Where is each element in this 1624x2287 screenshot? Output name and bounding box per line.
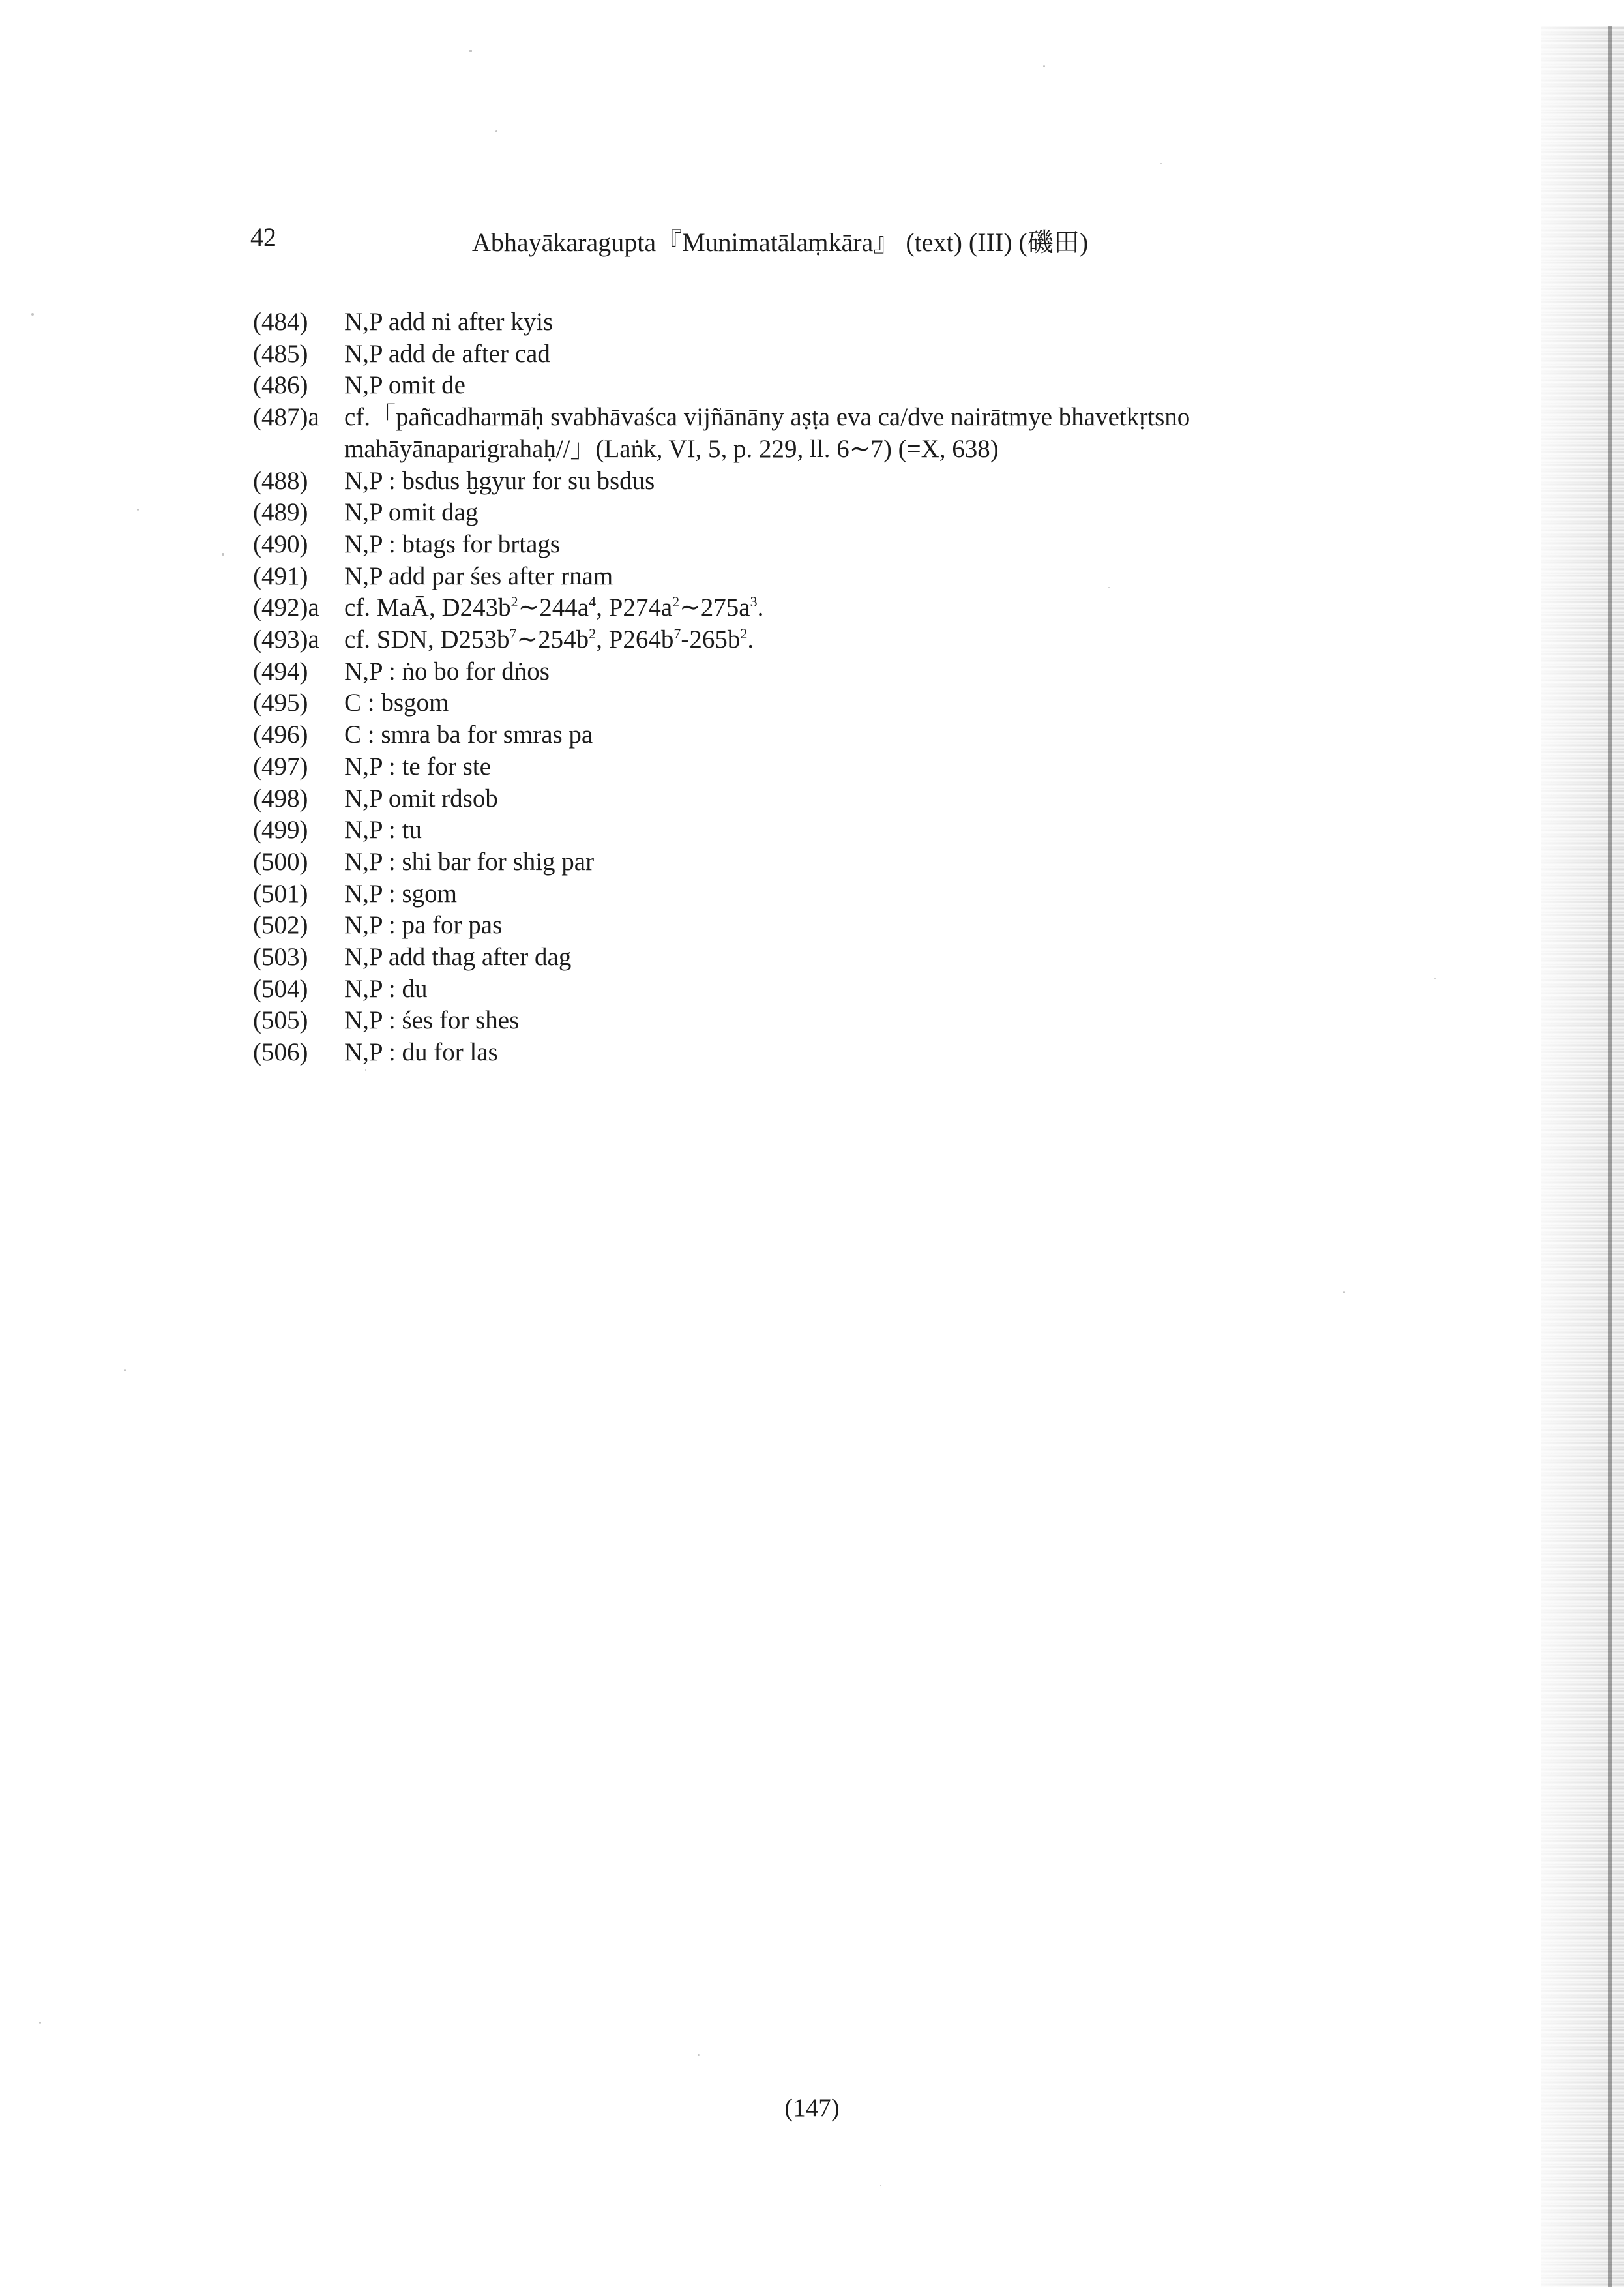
note-text-run: ∼275a [679, 593, 750, 622]
note-item [253, 910, 1387, 942]
note-number: (506) [253, 1038, 308, 1067]
note-number: (501) [253, 879, 308, 908]
note-text-line [344, 1005, 1387, 1037]
note-text-line [344, 402, 1387, 434]
note-text [344, 561, 1387, 593]
note-text [344, 783, 1387, 815]
note-number: (499) [253, 816, 308, 845]
note-text [344, 338, 1387, 370]
note-text-line [344, 783, 1387, 815]
note-text-line [344, 687, 1387, 719]
note-item [253, 687, 1387, 719]
note-text-run: N,P : pa for pas [344, 911, 503, 940]
notes-list [253, 306, 1387, 1069]
note-item [253, 529, 1387, 561]
note-item [253, 942, 1387, 974]
note-text-run: N,P : du for las [344, 1038, 498, 1067]
note-text [344, 529, 1387, 561]
note-text-line [344, 751, 1387, 783]
note-superscript: 3 [750, 593, 758, 610]
note-text-line [344, 370, 1387, 402]
book-spine-edge [1608, 26, 1612, 2287]
scan-speck [698, 2054, 700, 2056]
note-item [253, 751, 1387, 783]
note-text-run: -265b [681, 625, 741, 654]
note-text [344, 942, 1387, 974]
scan-speck [365, 1069, 366, 1071]
note-item [253, 497, 1387, 529]
note-text-line [344, 338, 1387, 370]
note-text-run: mahāyānaparigrahaḥ//」(Laṅk, VI, 5, p. 229, ll. 6∼7) (=X, 638) [344, 434, 999, 463]
note-item [253, 338, 1387, 370]
scan-speck [880, 2185, 881, 2186]
note-text-run: . [747, 625, 754, 654]
note-number: (495) [253, 689, 308, 717]
note-text [344, 370, 1387, 402]
note-text [344, 466, 1387, 498]
note-text-run: N,P omit de [344, 371, 465, 400]
page-footer [0, 2093, 1624, 2123]
note-number: (492)a [253, 593, 319, 622]
note-item [253, 561, 1387, 593]
note-text [344, 846, 1387, 878]
page-header [250, 222, 1176, 261]
note-text-run: N,P omit rdsob [344, 784, 498, 813]
note-text-run: N,P add de after cad [344, 339, 550, 368]
note-text-run: ∼244a [518, 593, 589, 622]
note-item [253, 402, 1387, 465]
note-number: (504) [253, 974, 308, 1003]
note-number: (489) [253, 498, 308, 527]
note-text [344, 1037, 1387, 1069]
note-text-run: N,P : shi bar for shig par [344, 847, 595, 876]
note-text-run: . [757, 593, 764, 622]
note-number: (500) [253, 847, 308, 876]
note-text-line [344, 592, 1387, 624]
note-number: (488) [253, 466, 308, 495]
note-text-line [344, 529, 1387, 561]
scan-speck [124, 1369, 126, 1371]
note-superscript: 4 [589, 593, 597, 610]
note-text-run: N,P : btags for brtags [344, 530, 561, 558]
note-text-line [344, 815, 1387, 846]
note-text [344, 497, 1387, 529]
note-text-run: N,P : sgom [344, 879, 458, 908]
note-number: (493)a [253, 625, 319, 654]
note-text-line [344, 942, 1387, 974]
note-text [344, 624, 1387, 656]
note-superscript: 7 [509, 625, 517, 642]
note-text-run: N,P add par śes after rnam [344, 561, 613, 590]
note-text-run: ∼254b [516, 625, 589, 654]
note-text-line [344, 910, 1387, 942]
note-number: (496) [253, 721, 308, 749]
note-text [344, 687, 1387, 719]
note-number: (487)a [253, 403, 319, 432]
note-item [253, 656, 1387, 688]
note-superscript: 7 [673, 625, 681, 642]
note-superscript: 2 [672, 593, 680, 610]
scan-speck [1434, 978, 1436, 979]
note-item [253, 815, 1387, 846]
note-text-line [344, 434, 1387, 466]
note-item [253, 974, 1387, 1006]
note-item [253, 624, 1387, 656]
scan-speck [1343, 1291, 1345, 1293]
note-superscript: 2 [589, 625, 597, 642]
note-item [253, 1037, 1387, 1069]
note-text-line [344, 846, 1387, 878]
note-text-run: N,P : bsdus ḫgyur for su bsdus [344, 466, 655, 495]
note-text-run: N,P omit dag [344, 498, 479, 527]
note-text [344, 910, 1387, 942]
scan-speck [469, 50, 472, 52]
note-item [253, 1005, 1387, 1037]
note-number: (491) [253, 561, 308, 590]
note-item [253, 719, 1387, 751]
note-text-run: N,P : ṅo bo for dṅos [344, 657, 550, 685]
scan-speck [1108, 587, 1110, 588]
note-text-run: N,P : te for ste [344, 752, 491, 781]
note-text-line [344, 974, 1387, 1006]
note-text-run: cf.「pañcadharmāḥ svabhāvaśca vijñānāny aṣṭa eva ca/dve nairātmye bhavetkṛtsno [344, 403, 1190, 432]
note-item [253, 592, 1387, 624]
note-text-run: N,P : tu [344, 816, 422, 845]
scan-speck [1160, 163, 1162, 164]
note-superscript: 2 [510, 593, 518, 610]
note-text [344, 1005, 1387, 1037]
note-text-line [344, 656, 1387, 688]
note-number: (503) [253, 943, 308, 972]
note-item [253, 370, 1387, 402]
note-number: (484) [253, 308, 308, 336]
note-text-run: N,P : du [344, 974, 428, 1003]
note-number: (498) [253, 784, 308, 813]
note-number: (505) [253, 1006, 308, 1035]
note-text-line [344, 306, 1387, 338]
note-text-run: cf. MaĀ, D243b [344, 593, 511, 622]
note-text-line [344, 719, 1387, 751]
note-number: (490) [253, 530, 308, 558]
note-text-run: C : bsgom [344, 689, 449, 717]
note-text-line [344, 466, 1387, 498]
scan-speck [137, 509, 139, 511]
note-text [344, 815, 1387, 846]
note-text [344, 592, 1387, 624]
scan-speck [222, 553, 224, 556]
note-item [253, 466, 1387, 498]
footer-page-label: (147) [784, 2094, 840, 2122]
note-superscript: 2 [740, 625, 748, 642]
note-text-run: , P274a [596, 593, 673, 622]
note-number: (494) [253, 657, 308, 685]
note-text [344, 751, 1387, 783]
note-text-run: N,P : śes for shes [344, 1006, 520, 1035]
note-text-line [344, 878, 1387, 910]
note-text-run: N,P add thag after dag [344, 943, 572, 972]
note-text-line [344, 1037, 1387, 1069]
note-text-run: C : smra ba for smras pa [344, 721, 593, 749]
scan-speck [495, 130, 497, 132]
note-item [253, 306, 1387, 338]
note-item [253, 878, 1387, 910]
note-number: (497) [253, 752, 308, 781]
note-text-run: N,P add ni after kyis [344, 308, 554, 336]
note-text [344, 974, 1387, 1006]
scan-speck [31, 313, 34, 316]
note-item [253, 846, 1387, 878]
scan-speck [39, 2022, 41, 2024]
note-text [344, 878, 1387, 910]
running-title: Abhayākaragupta『Munimatālaṃkāra』 (text) (III) (磯田) [472, 228, 1089, 257]
note-text [344, 306, 1387, 338]
note-text-line [344, 624, 1387, 656]
note-text [344, 719, 1387, 751]
note-number: (502) [253, 911, 308, 940]
note-text [344, 656, 1387, 688]
note-text-run: cf. SDN, D253b [344, 625, 510, 654]
scan-speck [1043, 65, 1045, 67]
note-number: (486) [253, 371, 308, 400]
note-text-run: , P264b [596, 625, 674, 654]
note-text-line [344, 561, 1387, 593]
note-text-line [344, 497, 1387, 529]
page-number: 42 [250, 222, 276, 252]
note-number: (485) [253, 339, 308, 368]
note-text [344, 402, 1387, 465]
note-item [253, 783, 1387, 815]
